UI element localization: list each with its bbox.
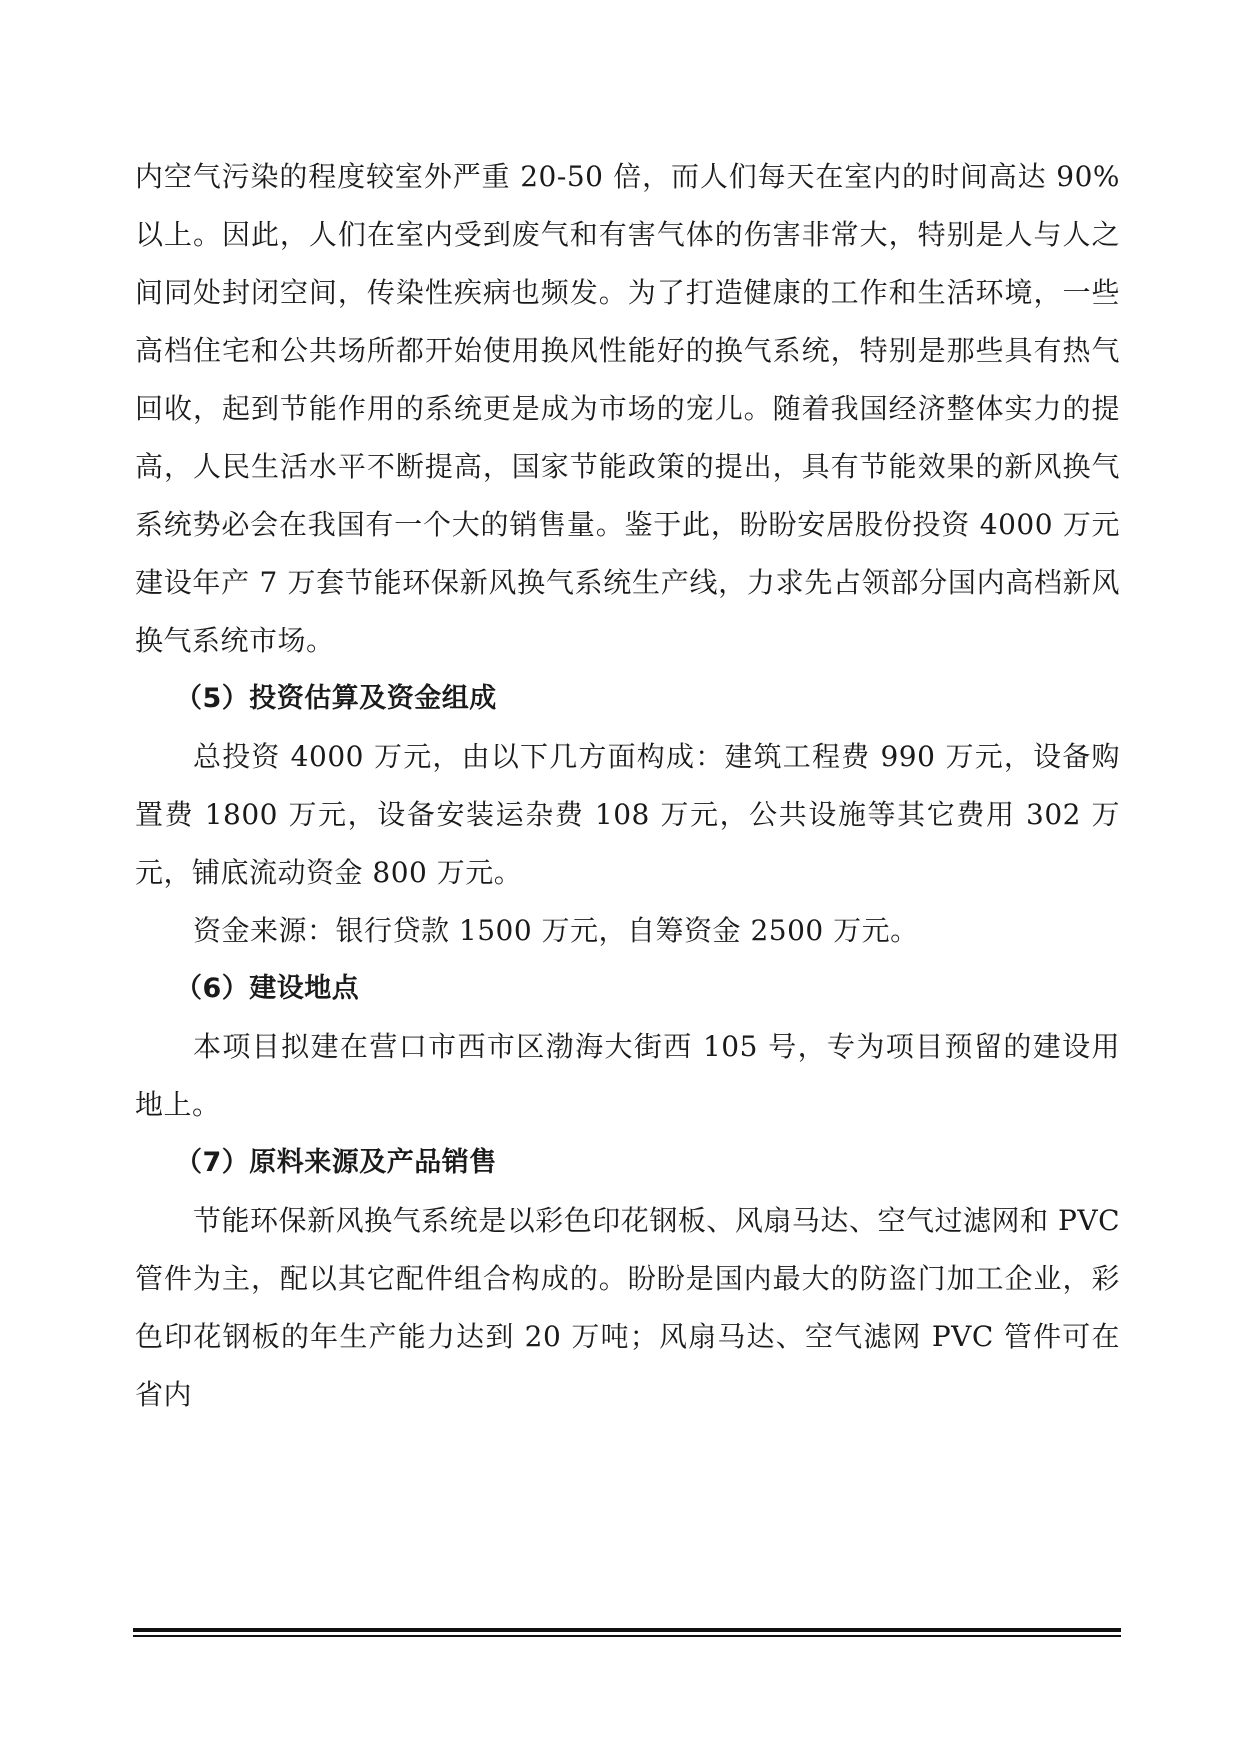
footer-rule-thin — [133, 1635, 1121, 1637]
paragraph-funding-source: 资金来源：银行贷款 1500 万元，自筹资金 2500 万元。 — [193, 914, 919, 947]
section-heading-materials-sales: （7）原料来源及产品销售 — [175, 1147, 497, 1178]
paragraph-investment-breakdown: 总投资 4000 万元，由以下几方面构成：建筑工程费 990 万元，设备购置费 1800 万元，设备安装运杂费 108 万元，公共设施等其它费用 302 万元，铺底流动资金 800 万元。 — [135, 740, 1120, 889]
paragraph-market-background: 内空气污染的程度较室外严重 20-50 倍，而人们每天在室内的时间高达 90%以上。因此，人们在室内受到废气和有害气体的伤害非常大，特别是人与人之间同处封闭空间，传染性疾病也频发。为了打造健康的工作和生活环境，一些高档住宅和公共场所都开始使用换风性能好的换气系统，特别是那些具有热气回收，起到节能作用的系统更是成为市场的宠儿。随着我国经济整体实力的提高，人民生活水平不断提高，国家节能政策的提出，具有节能效果的新风换气系统势必会在我国有一个大的销售量。鉴于此，盼盼安居股份投资 4000 万元建设年产 7 万套节能环保新风换气系统生产线，力求先占领部分国内高档新风换气系统市场。 — [135, 160, 1120, 657]
footer-rule-thick — [133, 1628, 1121, 1632]
document-body — [135, 148, 1120, 1424]
section-heading-investment: （5）投资估算及资金组成 — [175, 683, 497, 714]
section-heading-location: （6）建设地点 — [175, 973, 360, 1004]
paragraph-location: 本项目拟建在营口市西市区渤海大街西 105 号，专为项目预留的建设用地上。 — [135, 1030, 1120, 1121]
footer-double-rule — [133, 1628, 1121, 1636]
paragraph-materials: 节能环保新风换气系统是以彩色印花钢板、风扇马达、空气过滤网和 PVC 管件为主，配以其它配件组合构成的。盼盼是国内最大的防盗门加工企业，彩色印花钢板的年生产能力达到 20 万吨；风扇马达、空气滤网 PVC 管件可在省内 — [135, 1204, 1120, 1411]
